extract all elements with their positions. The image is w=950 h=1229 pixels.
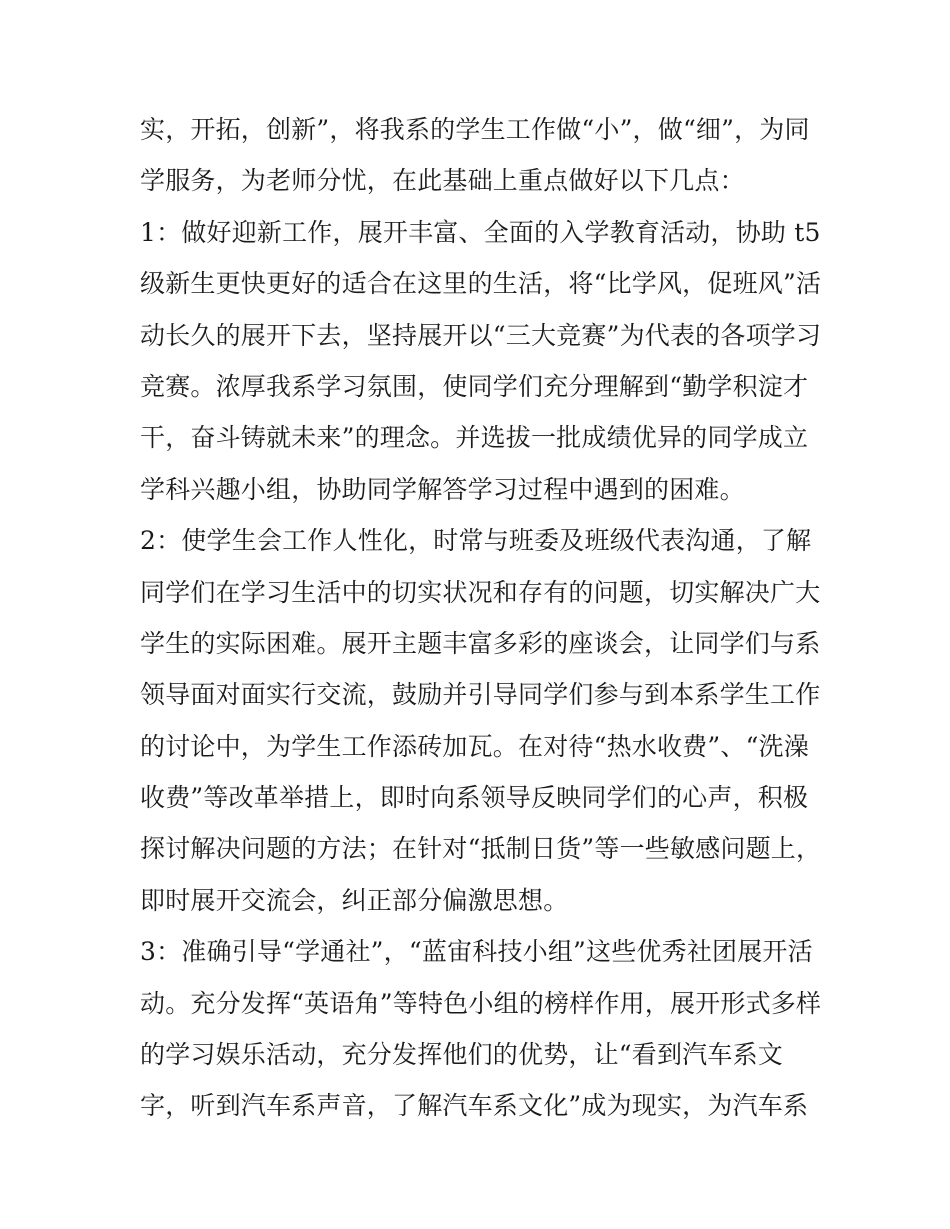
- text-line: 学生的实际困难。展开主题丰富多彩的座谈会，让同学们与系: [140, 628, 821, 658]
- text-line: 干，奋斗铸就未来”的理念。并选拔一批成绩优异的同学成立: [140, 423, 809, 453]
- text-line: 1：做好迎新工作，展开丰富、全面的入学教育活动，协助 t5: [140, 217, 821, 247]
- text-line: 动。充分发挥“英语角”等特色小组的榜样作用，展开形式多样: [140, 988, 822, 1018]
- text-line: 2：使学生会工作人性化，时常与班委及班级代表沟通，了解: [140, 526, 812, 556]
- text-line: 的讨论中，为学生工作添砖加瓦。在对待“热水收费”、“洗澡: [140, 731, 809, 761]
- text-line: 字，听到汽车系声音，了解汽车系文化”成为现实，为汽车系: [140, 1091, 809, 1121]
- text-line: 动长久的展开下去，坚持展开以“三大竞赛”为代表的各项学习: [140, 320, 822, 350]
- text-line: 学服务，为老师分忧，在此基础上重点做好以下几点：: [140, 166, 745, 196]
- text-line: 竞赛。浓厚我系学习氛围，使同学们充分理解到“勤学积淀才: [140, 371, 809, 401]
- text-line: 探讨解决问题的方法；在针对“抵制日货”等一些敏感问题上，: [140, 834, 822, 864]
- text-line: 同学们在学习生活中的切实状况和存有的问题，切实解决广大: [140, 577, 821, 607]
- text-line: 学科兴趣小组，协助同学解答学习过程中遇到的困难。: [140, 474, 745, 504]
- text-line: 实，开拓，创新”，将我系的学生工作做“小”，做“细”，为同: [140, 115, 810, 144]
- text-line: 领导面对面实行交流，鼓励并引导同学们参与到本系学生工作: [140, 680, 821, 710]
- body-text: [140, 104, 830, 1132]
- text-line: 3：准确引导“学通社”，“蓝宙科技小组”这些优秀社团展开活: [140, 937, 813, 967]
- text-line: 收费”等改革举措上，即时向系领导反映同学们的心声，积极: [140, 783, 809, 813]
- text-line: 级新生更快更好的适合在这里的生活，将“比学风，促班风”活: [140, 269, 822, 299]
- text-line: 即时展开交流会，纠正部分偏激思想。: [140, 885, 569, 915]
- text-line: 的学习娱乐活动，充分发挥他们的优势，让“看到汽车系文: [140, 1040, 783, 1070]
